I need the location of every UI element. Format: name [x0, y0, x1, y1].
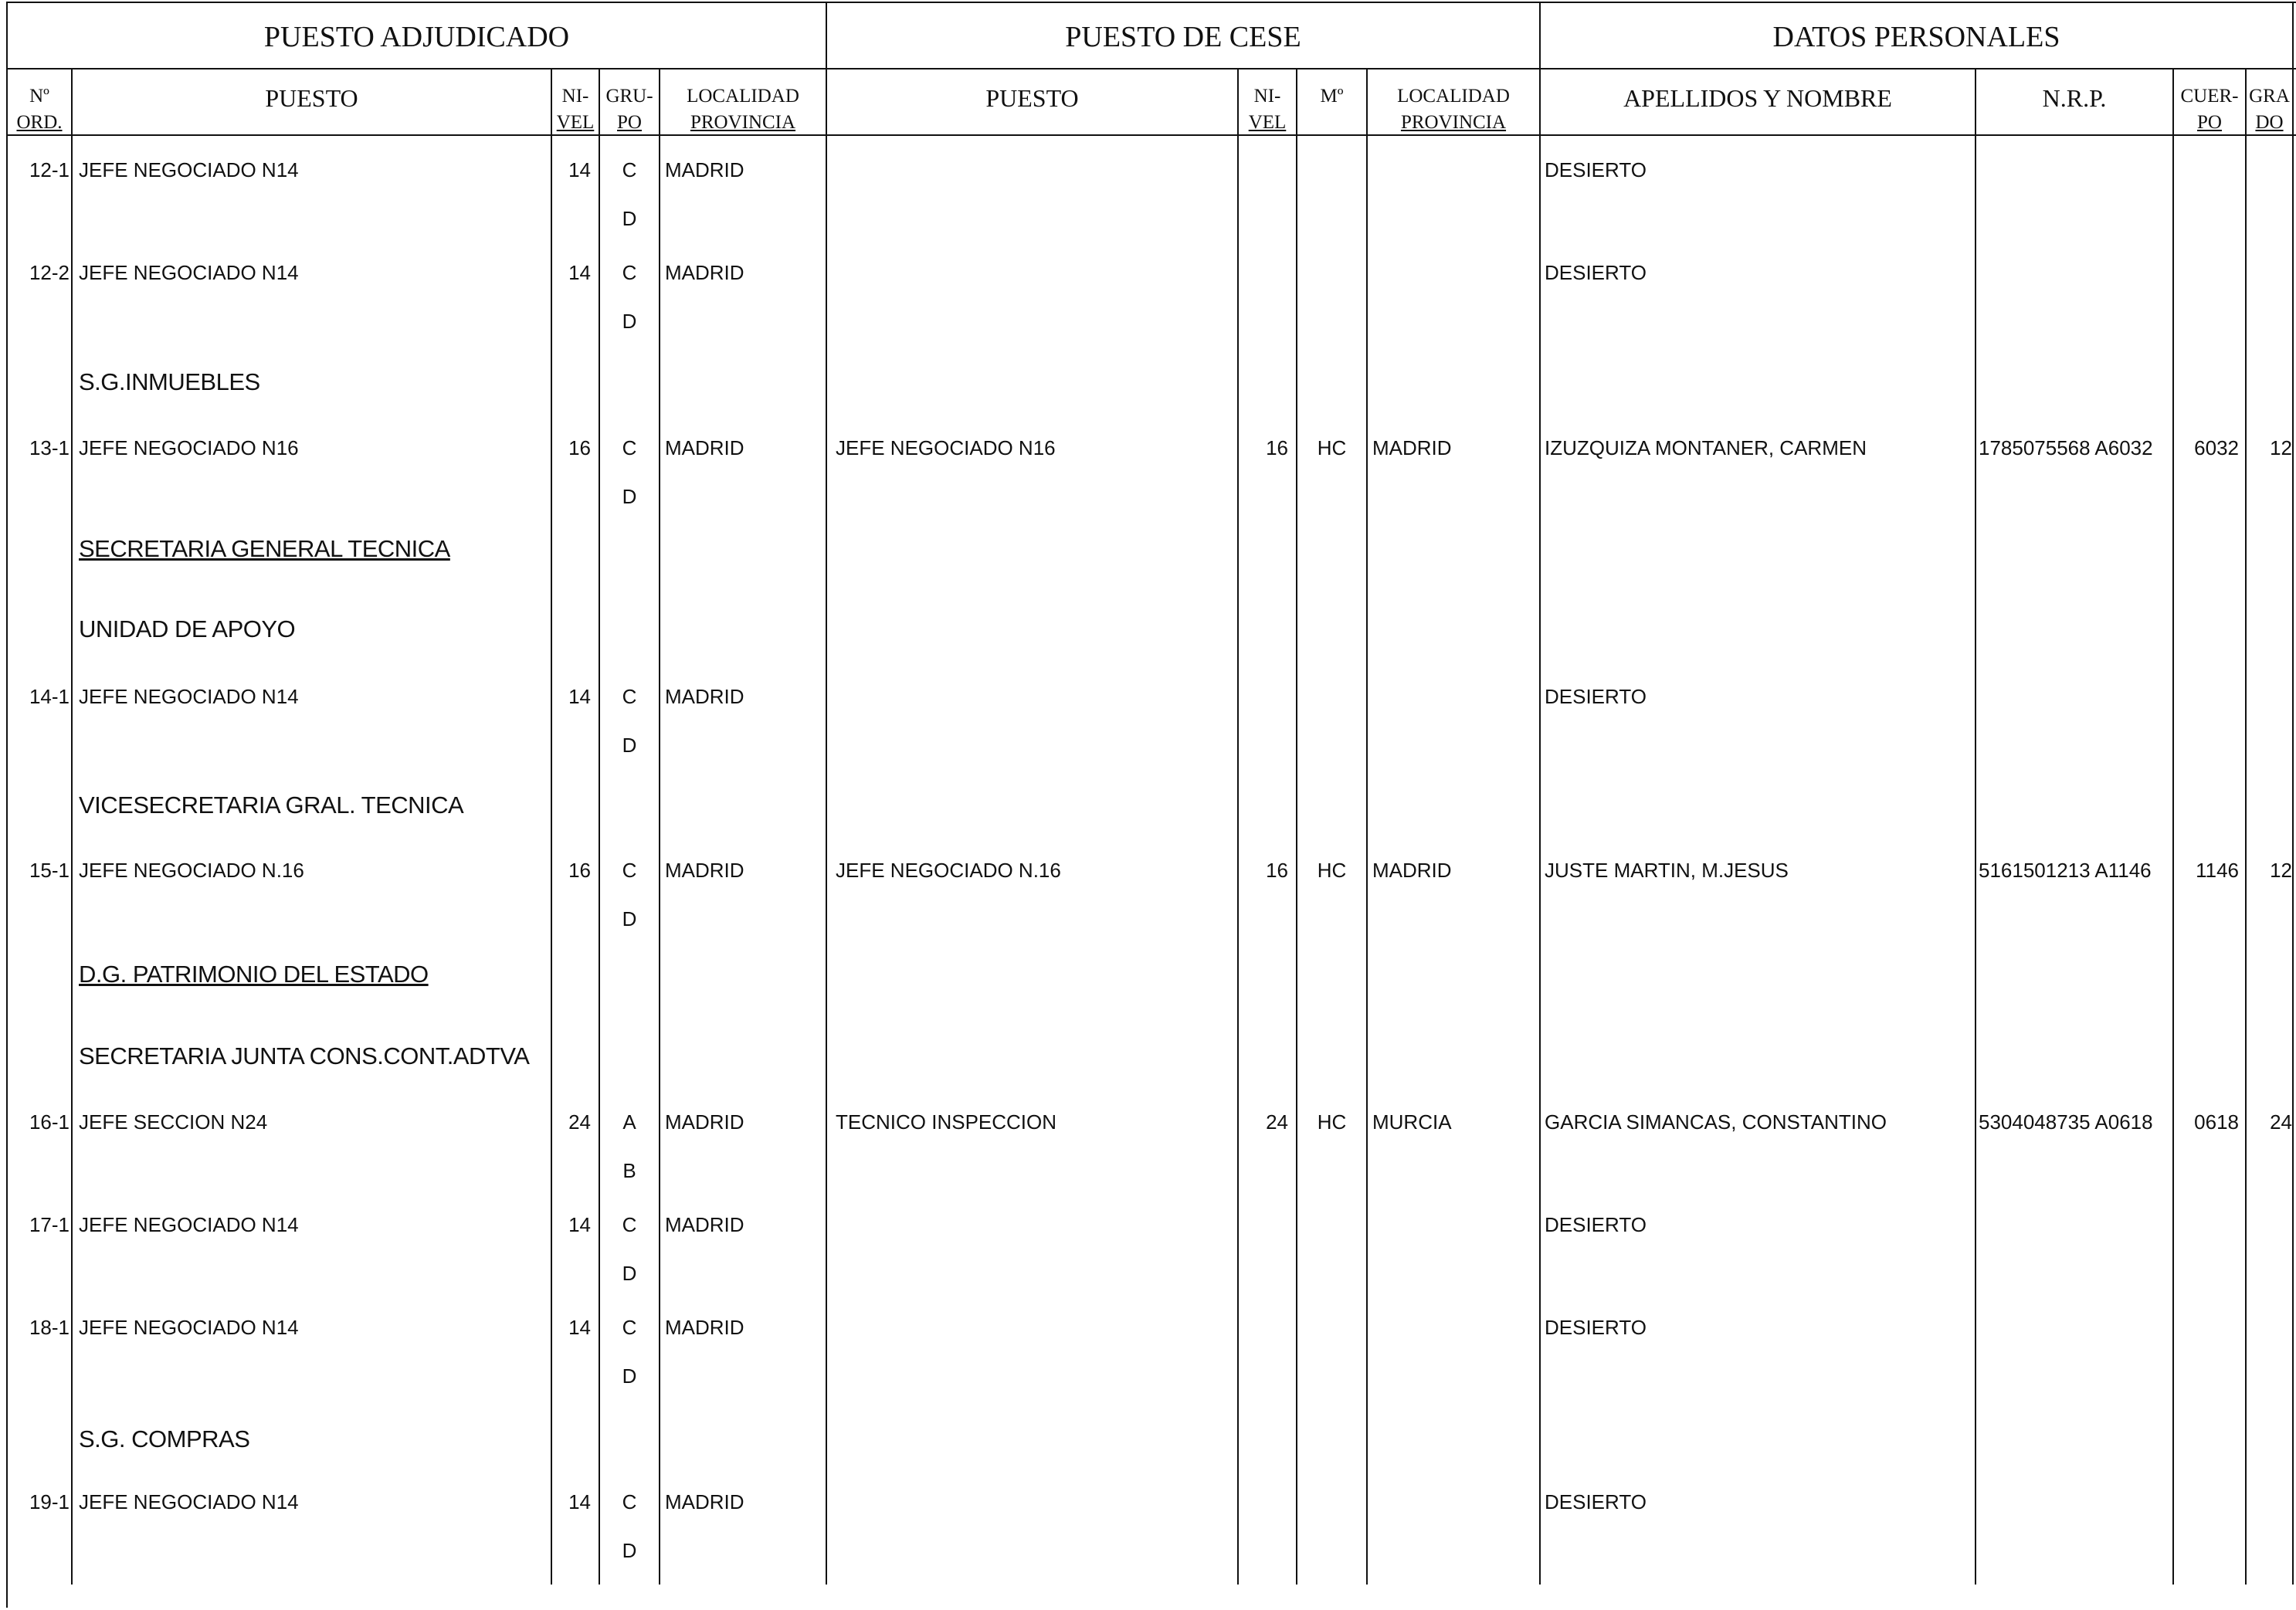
cell-grado: 12 — [2270, 436, 2292, 459]
col-border-right — [2292, 2, 2294, 1585]
cell-grupo-2: D — [622, 310, 637, 333]
cell-localidad: MADRID — [665, 1490, 744, 1513]
cell-grupo-2: D — [622, 907, 637, 930]
cell-ord: 18-1 — [29, 1316, 70, 1339]
col-header-grado — [2247, 83, 2292, 136]
col-border-nivel — [599, 68, 600, 1585]
cell-puesto: JEFE NEGOCIADO N14 — [79, 261, 299, 284]
cell-nombre: DESIERTO — [1545, 158, 1647, 181]
section-heading: S.G.INMUEBLES — [79, 368, 260, 395]
section-heading: D.G. PATRIMONIO DEL ESTADO — [79, 961, 429, 988]
cell-localidad: MADRID — [665, 158, 744, 181]
cell-cese-m: HC — [1317, 859, 1347, 882]
cell-grupo: A — [622, 1110, 636, 1134]
cell-nombre: DESIERTO — [1545, 1316, 1647, 1339]
cell-grupo: C — [622, 436, 637, 459]
cell-nivel: 14 — [568, 1490, 591, 1513]
cell-cuerpo: 6032 — [2194, 436, 2239, 459]
cell-grado: 24 — [2270, 1110, 2292, 1134]
section-heading: UNIDAD DE APOYO — [79, 615, 296, 642]
cell-nombre: DESIERTO — [1545, 1490, 1647, 1513]
col-header-ord — [8, 83, 71, 136]
col-header-cese-nivel — [1239, 83, 1296, 136]
cell-ord: 17-1 — [29, 1213, 70, 1236]
cell-ord: 19-1 — [29, 1490, 70, 1513]
cell-cese-puesto: TECNICO INSPECCION — [836, 1110, 1057, 1134]
cell-puesto: JEFE NEGOCIADO N16 — [79, 436, 299, 459]
col-border-left — [6, 2, 8, 1608]
section-heading: S.G. COMPRAS — [79, 1425, 250, 1452]
col-header-cese-nivel-l1: NI- — [1253, 86, 1281, 107]
cell-nombre: IZUZQUIZA MONTANER, CARMEN — [1545, 436, 1867, 459]
cell-puesto: JEFE NEGOCIADO N14 — [79, 158, 299, 181]
col-header-grado-l2: DO — [2255, 112, 2284, 133]
col-header-cuerpo-l1: CUER- — [2180, 86, 2239, 107]
cell-cese-localidad: MURCIA — [1372, 1110, 1452, 1134]
col-header-grupo — [600, 83, 659, 136]
col-header-cese-nivel-l2: VEL — [1248, 112, 1287, 133]
cell-nombre: DESIERTO — [1545, 261, 1647, 284]
cell-puesto: JEFE SECCION N24 — [79, 1110, 268, 1134]
section-heading: SECRETARIA JUNTA CONS.CONT.ADTVA — [79, 1042, 530, 1069]
cell-cese-m: HC — [1317, 1110, 1347, 1134]
cell-nombre: GARCIA SIMANCAS, CONSTANTINO — [1545, 1110, 1887, 1134]
cell-cese-nivel: 24 — [1266, 1110, 1288, 1134]
cell-nivel: 14 — [568, 1316, 591, 1339]
cell-puesto: JEFE NEGOCIADO N14 — [79, 1490, 299, 1513]
cell-localidad: MADRID — [665, 261, 744, 284]
col-header-cese-puesto: PUESTO — [985, 84, 1079, 112]
col-border-cese-m — [1366, 68, 1368, 1585]
col-header-cuerpo — [2174, 83, 2245, 136]
col-border-cese-puesto — [1237, 68, 1239, 1585]
col-border-grupo — [659, 68, 660, 1585]
cell-cese-puesto: JEFE NEGOCIADO N16 — [836, 436, 1056, 459]
col-header-cese-m: Mº — [1320, 86, 1344, 107]
cell-puesto: JEFE NEGOCIADO N14 — [79, 1316, 299, 1339]
col-header-nivel — [552, 83, 599, 136]
cell-grado: 12 — [2270, 859, 2292, 882]
cell-nivel: 14 — [568, 685, 591, 708]
col-border-puesto — [551, 68, 552, 1585]
cell-ord: 13-1 — [29, 436, 70, 459]
col-border-nombre — [1975, 68, 1976, 1585]
col-border-section1 — [826, 2, 827, 1585]
col-border-ord — [71, 68, 73, 1585]
cell-ord: 16-1 — [29, 1110, 70, 1134]
cell-nrp: 5304048735 A0618 — [1979, 1110, 2153, 1134]
cell-grupo-2: B — [622, 1159, 636, 1182]
cell-nivel: 14 — [568, 1213, 591, 1236]
cell-nivel: 16 — [568, 859, 591, 882]
col-header-puesto: PUESTO — [265, 84, 358, 112]
col-header-nivel-l2: VEL — [556, 112, 595, 133]
cell-nombre: DESIERTO — [1545, 1213, 1647, 1236]
cell-grupo: C — [622, 261, 637, 284]
col-header-cuerpo-l2: PO — [2197, 112, 2222, 133]
cell-cese-nivel: 16 — [1266, 859, 1288, 882]
col-header-localidad — [660, 83, 826, 136]
cell-localidad: MADRID — [665, 1110, 744, 1134]
cell-cese-m: HC — [1317, 436, 1347, 459]
section-title-personales: DATOS PERSONALES — [1772, 21, 2060, 53]
cell-grupo-2: D — [622, 734, 637, 757]
cell-nombre: DESIERTO — [1545, 685, 1647, 708]
col-border-cese-nivel — [1296, 68, 1297, 1585]
section-title-cese: PUESTO DE CESE — [1065, 21, 1301, 53]
cell-grupo: C — [622, 685, 637, 708]
cell-grupo-2: D — [622, 207, 637, 230]
section-title-adjudicado: PUESTO ADJUDICADO — [263, 21, 570, 53]
col-header-localidad-l1: LOCALIDAD — [687, 86, 799, 107]
cell-puesto: JEFE NEGOCIADO N14 — [79, 1213, 299, 1236]
column-header-divider — [6, 134, 2296, 136]
col-border-cuerpo — [2245, 68, 2247, 1585]
cell-ord: 12-2 — [29, 261, 70, 284]
cell-localidad: MADRID — [665, 436, 744, 459]
cell-ord: 12-1 — [29, 158, 70, 181]
cell-cuerpo: 1146 — [2196, 859, 2239, 882]
section-heading: SECRETARIA GENERAL TECNICA — [79, 535, 450, 562]
col-header-grado-l1: GRA — [2249, 86, 2290, 107]
cell-grupo-2: D — [622, 1364, 637, 1388]
col-header-ord-l2: ORD. — [16, 112, 63, 133]
cell-localidad: MADRID — [665, 685, 744, 708]
cell-ord: 15-1 — [29, 859, 70, 882]
col-header-ord-l1: Nº — [29, 86, 49, 107]
col-header-grupo-l1: GRU- — [605, 86, 653, 107]
col-header-grupo-l2: PO — [617, 112, 642, 133]
cell-grupo: C — [622, 1490, 637, 1513]
cell-puesto: JEFE NEGOCIADO N.16 — [79, 859, 304, 882]
cell-cese-nivel: 16 — [1266, 436, 1288, 459]
cell-cuerpo: 0618 — [2194, 1110, 2239, 1134]
cell-nivel: 14 — [568, 158, 591, 181]
col-border-nrp — [2172, 68, 2174, 1585]
col-header-nivel-l1: NI- — [561, 86, 589, 107]
cell-grupo: C — [622, 859, 637, 882]
cell-grupo: C — [622, 1316, 637, 1339]
cell-nivel: 24 — [568, 1110, 591, 1134]
cell-nivel: 16 — [568, 436, 591, 459]
col-border-section2 — [1539, 2, 1541, 1585]
cell-nombre: JUSTE MARTIN, M.JESUS — [1545, 859, 1789, 882]
cell-localidad: MADRID — [665, 1316, 744, 1339]
cell-puesto: JEFE NEGOCIADO N14 — [79, 685, 299, 708]
cell-ord: 14-1 — [29, 685, 70, 708]
col-header-cese-localidad-l1: LOCALIDAD — [1397, 86, 1510, 107]
cell-grupo-2: D — [622, 1262, 637, 1285]
col-header-cese-localidad — [1368, 83, 1539, 136]
col-header-apellidos: APELLIDOS Y NOMBRE — [1623, 84, 1892, 112]
cell-grupo-2: D — [622, 1539, 637, 1562]
col-header-cese-localidad-l2: PROVINCIA — [1400, 112, 1507, 133]
col-header-localidad-l2: PROVINCIA — [690, 112, 796, 133]
cell-cese-localidad: MADRID — [1372, 859, 1452, 882]
cell-localidad: MADRID — [665, 859, 744, 882]
cell-nrp: 5161501213 A1146 — [1979, 859, 2152, 882]
cell-grupo: C — [622, 158, 637, 181]
cell-cese-localidad: MADRID — [1372, 436, 1452, 459]
cell-nivel: 14 — [568, 261, 591, 284]
section-heading: VICESECRETARIA GRAL. TECNICA — [79, 791, 464, 819]
cell-grupo-2: D — [622, 485, 637, 508]
cell-grupo: C — [622, 1213, 637, 1236]
cell-localidad: MADRID — [665, 1213, 744, 1236]
col-header-nrp: N.R.P. — [2042, 84, 2107, 112]
cell-nrp: 1785075568 A6032 — [1979, 436, 2153, 459]
cell-cese-puesto: JEFE NEGOCIADO N.16 — [836, 859, 1061, 882]
